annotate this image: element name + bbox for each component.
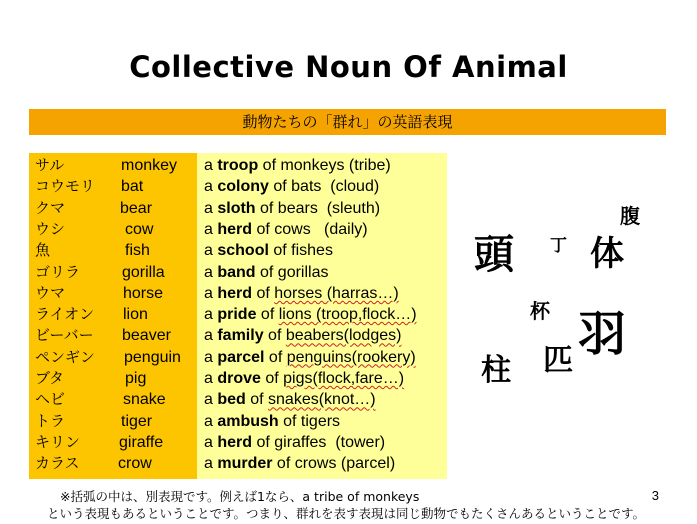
collective-phrase <box>204 432 385 453</box>
collective-noun: drove <box>217 370 261 387</box>
article: a <box>204 284 218 302</box>
table-row <box>0 304 460 325</box>
animal-plural: giraffes (tower) <box>274 433 386 451</box>
article: a <box>204 157 218 174</box>
animal-english: tiger <box>121 412 153 430</box>
collective-noun: colony <box>217 178 269 196</box>
table-row <box>0 347 460 368</box>
collective-phrase <box>204 325 401 346</box>
collective-phrase <box>204 240 333 261</box>
animal-plural: gorillas <box>277 263 329 281</box>
animal-plural: horses (harras…) <box>274 284 399 302</box>
animal-english: beaver <box>122 327 171 345</box>
table-row <box>0 198 460 219</box>
collective-phrase <box>204 368 404 389</box>
preposition: of <box>263 327 286 345</box>
collective-phrase <box>204 389 376 410</box>
animal-english: crow <box>118 455 152 473</box>
animal-plural: bats (cloud) <box>291 178 380 196</box>
article: a <box>204 412 218 430</box>
table-row <box>0 325 460 346</box>
animal-japanese: ゴリラ <box>35 262 81 281</box>
animal-english: horse <box>123 284 164 302</box>
animal-plural: lions (troop,flock…) <box>278 306 417 324</box>
article: a <box>204 327 218 345</box>
animal-plural: crows (parcel) <box>294 455 396 473</box>
article: a <box>204 455 218 473</box>
article: a <box>204 220 218 238</box>
footnote-line1: ※括弧の中は、別表現です。例えば1なら、a tribe of monkeys <box>60 489 420 504</box>
table-row <box>0 176 460 197</box>
preposition: of <box>255 263 278 281</box>
table-row <box>0 283 460 304</box>
table-row <box>0 155 460 176</box>
collective-phrase <box>204 283 399 304</box>
animal-japanese: ヘビ <box>35 390 66 409</box>
page-title: Collective Noun Of Animal <box>129 50 568 84</box>
counter-fuku: 腹 <box>620 204 640 228</box>
counter-cho: 丁 <box>550 236 567 256</box>
collective-phrase <box>204 453 395 474</box>
collective-phrase <box>204 219 368 240</box>
collective-phrase <box>204 262 328 283</box>
counter-tai: 体 <box>590 234 624 274</box>
page-number: 3 <box>651 488 659 503</box>
table-row <box>0 411 460 432</box>
preposition: of <box>252 220 275 238</box>
animal-japanese: トラ <box>35 411 66 430</box>
counter-wa: 羽 <box>578 306 627 362</box>
animal-english: cow <box>125 220 154 238</box>
section-banner: 動物たちの「群れ」の英語表現 <box>29 109 666 135</box>
table-row <box>0 219 460 240</box>
collective-noun: bed <box>217 391 246 409</box>
animal-plural: bears (sleuth) <box>277 199 381 217</box>
collective-noun: band <box>217 263 256 281</box>
preposition: of <box>260 370 284 387</box>
animal-english: snake <box>123 391 166 409</box>
animal-english: pig <box>125 370 147 387</box>
article: a <box>204 306 218 324</box>
preposition: of <box>268 178 292 196</box>
collective-noun: herd <box>217 433 253 451</box>
collective-noun: troop <box>217 157 259 174</box>
animal-japanese: ビーバー <box>35 326 94 345</box>
collective-noun: parcel <box>217 348 265 366</box>
animal-plural: pigs(flock,fare…) <box>283 370 405 387</box>
preposition: of <box>245 391 269 409</box>
collective-phrase <box>204 411 340 432</box>
article: a <box>204 370 218 387</box>
animal-plural: cows (daily) <box>274 220 368 238</box>
animal-japanese: ウマ <box>35 283 66 302</box>
article: a <box>204 178 218 196</box>
animal-plural: snakes(knot…) <box>268 391 376 409</box>
collective-noun: school <box>217 242 269 260</box>
preposition: of <box>278 412 301 430</box>
counter-tou: 頭 <box>474 232 514 278</box>
collective-noun: ambush <box>217 412 279 430</box>
animal-japanese: カラス <box>35 454 80 473</box>
collective-noun: herd <box>217 284 253 302</box>
animal-english: gorilla <box>122 263 165 281</box>
preposition: of <box>264 348 287 366</box>
preposition: of <box>272 455 295 473</box>
animal-japanese: ウシ <box>35 219 66 238</box>
collective-phrase <box>204 347 416 368</box>
preposition: of <box>268 242 292 260</box>
article: a <box>204 391 218 409</box>
preposition: of <box>252 433 275 451</box>
preposition: of <box>252 284 275 302</box>
collective-phrase <box>204 155 391 176</box>
preposition: of <box>255 199 278 217</box>
collective-noun: sloth <box>217 199 256 217</box>
counter-hai: 杯 <box>530 299 550 323</box>
animal-english: penguin <box>124 348 181 366</box>
table-row <box>0 389 460 410</box>
preposition: of <box>258 157 281 174</box>
collective-noun: family <box>217 327 264 345</box>
animal-japanese: ライオン <box>35 305 95 324</box>
article: a <box>204 199 218 217</box>
collective-noun: herd <box>217 220 253 238</box>
animal-japanese: 魚 <box>35 241 51 260</box>
preposition: of <box>256 306 279 324</box>
animal-english: fish <box>125 242 150 260</box>
collective-phrase <box>204 176 379 197</box>
collective-phrase <box>204 198 380 219</box>
collective-noun: pride <box>217 306 257 324</box>
table-row <box>0 453 460 474</box>
animal-plural: tigers <box>300 412 341 430</box>
animal-plural: penguins(rookery) <box>286 348 416 366</box>
table-row <box>0 368 460 389</box>
collective-phrase <box>204 304 417 325</box>
article: a <box>204 348 218 366</box>
counter-hiki: 匹 <box>543 343 573 378</box>
table-row <box>0 432 460 453</box>
animal-plural: fishes <box>291 242 333 260</box>
counter-hashira: 柱 <box>481 353 511 388</box>
article: a <box>204 242 218 260</box>
animal-japanese: クマ <box>35 198 66 217</box>
animal-plural: monkeys (tribe) <box>280 157 391 174</box>
collective-noun: murder <box>217 455 273 473</box>
animal-japanese: サル <box>35 156 65 174</box>
animal-english: bear <box>120 199 153 217</box>
animal-plural: beabers(lodges) <box>285 327 402 345</box>
animal-japanese: コウモリ <box>35 177 96 196</box>
animal-japanese: キリン <box>35 432 81 451</box>
article: a <box>204 433 218 451</box>
animal-english: lion <box>123 306 148 324</box>
animal-english: bat <box>121 178 144 196</box>
animal-english: giraffe <box>119 433 164 451</box>
table-row <box>0 240 460 261</box>
table-row <box>0 262 460 283</box>
animal-japanese: ブタ <box>35 369 64 387</box>
footnote-line2: という表現もあるということです。つまり、群れを表す表現は同じ動物でもたくさんあるということです。 <box>47 506 646 521</box>
animal-japanese: ペンギン <box>35 347 95 366</box>
animal-english: monkey <box>121 157 178 174</box>
article: a <box>204 263 218 281</box>
